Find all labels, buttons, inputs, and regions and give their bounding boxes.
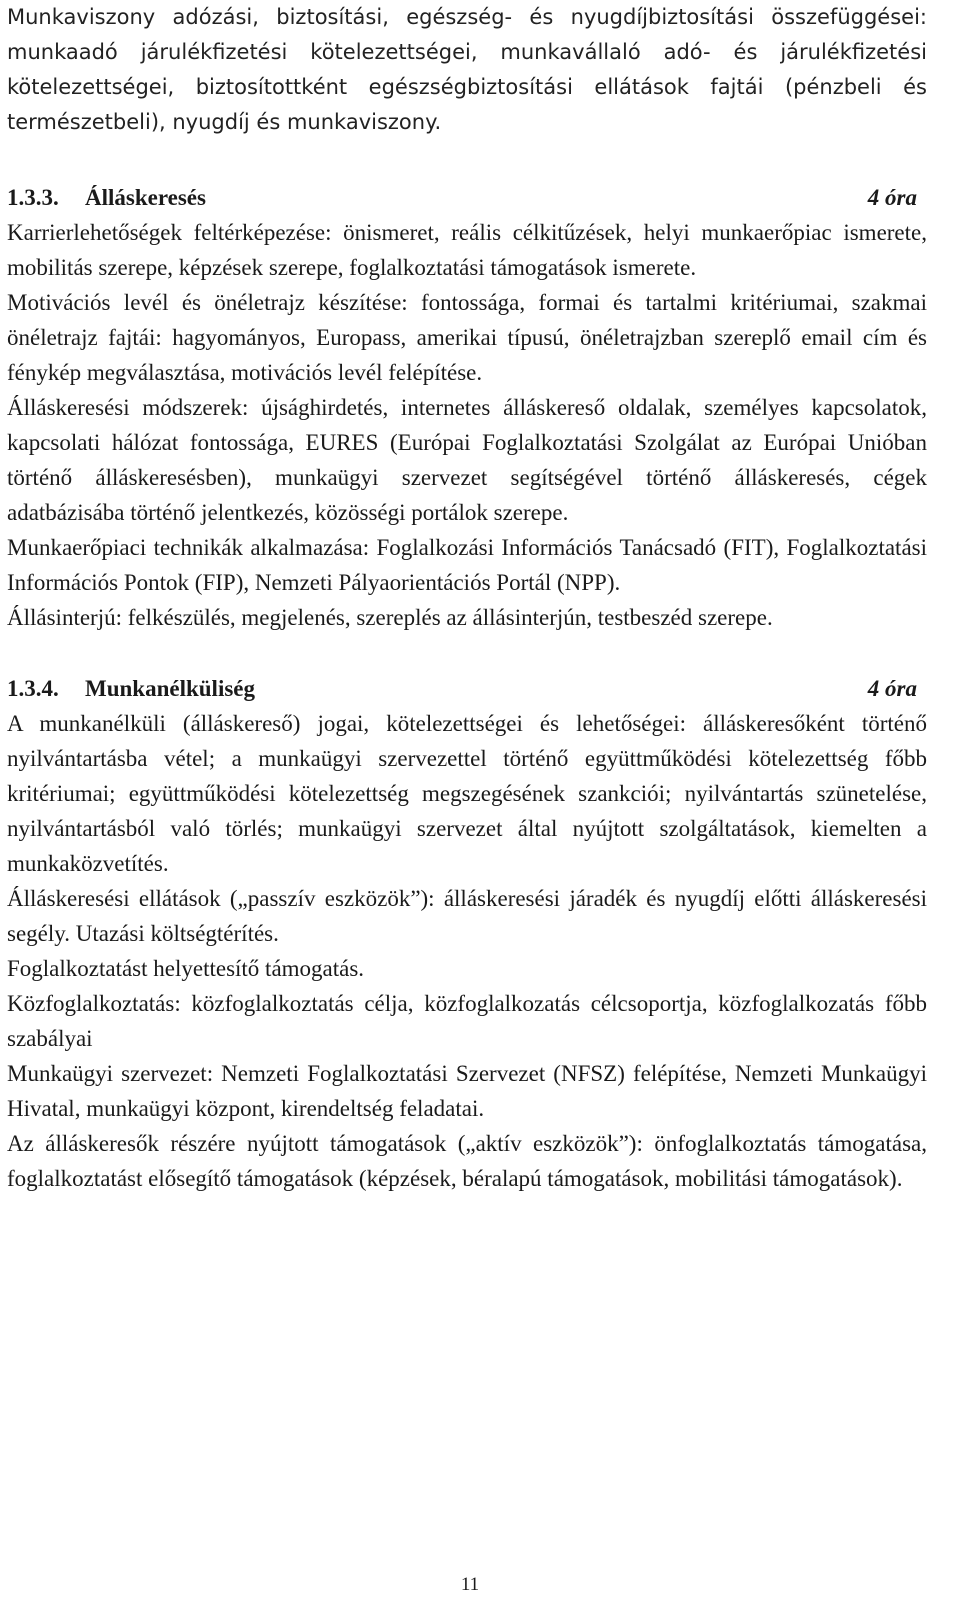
- section-hours: 4 óra: [867, 185, 917, 210]
- paragraph: Közfoglalkoztatás: közfoglalkoztatás célja, közfoglalkozatás célcsoportja, közfoglalkozatás főbb szabályai: [7, 991, 927, 1051]
- paragraph: Karrierlehetőségek feltérképezése: önismeret, reális célkitűzések, helyi munkaerőpiac ismerete, mobilitás szerepe, képzések szerepe, foglalkoztatási támogatások ismerete.: [7, 220, 927, 280]
- section-title: Munkanélküliség: [85, 676, 255, 701]
- paragraph: Állásinterjú: felkészülés, megjelenés, szereplés az állásinterjún, testbeszéd szerepe.: [7, 605, 773, 630]
- section-title: Álláskeresés: [85, 185, 206, 210]
- paragraph: Munkaügyi szervezet: Nemzeti Foglalkoztatási Szervezet (NFSZ) felépítése, Nemzeti Munkaügyi Hivatal, munkaügyi központ, kirendeltség feladatai.: [7, 1061, 927, 1121]
- paragraph: Motivációs levél és önéletrajz készítése: fontossága, formai és tartalmi kritériumai, szakmai önéletrajz fajtái: hagyományos, Europass, amerikai típusú, önéletrajzban szereplő email cím és fénykép megválasztása, motivációs levél felépítése.: [7, 290, 927, 385]
- page-number: 11: [460, 1574, 480, 1595]
- section-allaskeres: [7, 180, 927, 635]
- intro-paragraph: Munkaviszony adózási, biztosítási, egészség- és nyugdíjbiztosítási összefüggései: munkaadó járulékfizetési kötelezettségei, munkavállaló adó- és járulékfizetési kötelezettségei, biztosítottként egészségbiztosítási ellátások fajtái (pénzbeli és természetbeli), nyugdíj és munkaviszony.: [7, 5, 927, 134]
- paragraph: Foglalkoztatást helyettesítő támogatás.: [7, 956, 365, 981]
- paragraph: A munkanélküli (álláskereső) jogai, kötelezettségei és lehetőségei: álláskeresőként történő nyilvántartásba vétel; a munkaügyi szervezettel történő együttműködési kötelezettség főbb kritériumai; együttműködési kötelezettség megszegésének szankciói; nyilvántartás szünetelése, nyilvántartásból való törlés; munkaügyi szervezet által nyújtott szolgáltatások, kiemelten a munkaközvetítés.: [7, 711, 927, 876]
- paragraph: Munkaerőpiaci technikák alkalmazása: Foglalkozási Információs Tanácsadó (FIT), Foglalkoztatási Információs Pontok (FIP), Nemzeti Pályaorientációs Portál (NPP).: [7, 535, 927, 595]
- document-page: [7, 0, 927, 1196]
- section-munkanelkuliseg: [7, 671, 927, 1196]
- section-heading: [7, 671, 927, 706]
- section-heading-left: [7, 671, 255, 706]
- paragraph: Álláskeresési ellátások („passzív eszközök”): álláskeresési járadék és nyugdíj előtti álláskeresési segély. Utazási költségtérítés.: [7, 886, 927, 946]
- section-heading: [7, 180, 927, 215]
- paragraph: Álláskeresési módszerek: újsághirdetés, internetes álláskereső oldalak, személyes kapcsolatok, kapcsolati hálózat fontossága, EURES (Európai Foglalkoztatási Szolgálat az Európai Unióban történő álláskeresésben), munkaügyi szervezet segítségével történő álláskeresés, cégek adatbázisába történő jelentkezés, közösségi portálok szerepe.: [7, 395, 927, 525]
- section-number: 1.3.4.: [7, 676, 59, 701]
- paragraph: Az álláskeresők részére nyújtott támogatások („aktív eszközök”): önfoglalkoztatás támogatása, foglalkoztatást elősegítő támogatások (képzések, béralapú támogatások, mobilitási támogatások).: [7, 1131, 927, 1191]
- section-heading-left: [7, 180, 206, 215]
- section-number: 1.3.3.: [7, 185, 59, 210]
- section-hours: 4 óra: [867, 676, 917, 701]
